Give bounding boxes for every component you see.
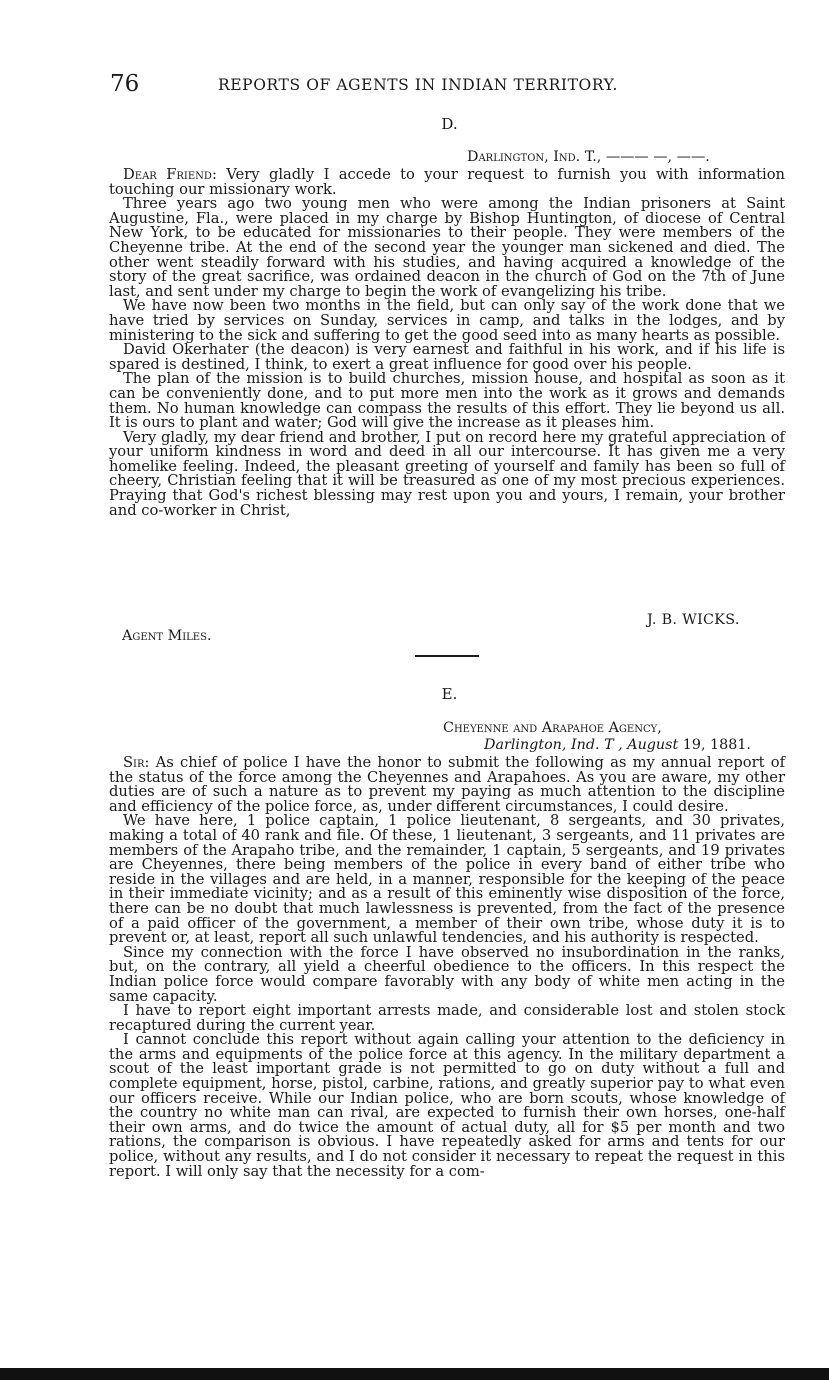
section-e-paragraph: I cannot conclude this report without again calling your attention to the deficiency in the arms and equipments of the police force at this agency. In the military department a scout of the least important grade is not permitted to go on duty without a full and complete equipment, horse, pistol, carbine, rations, and greatly superior pay to what even our officers receive. While our Indian police, who are born scouts, whose knowledge of the country no white man can rival, are expected to furnish their own horses, one-half their own arms, and do twice the amount of actual duty, all for $5 per month and two rations, the comparison is obvious. I have repeatedly asked for arms and tents for our police, without any results, and I do not consider it necessary to repeat the request in this report. I will only say that the necessity for a com- bbox=[109, 1031, 785, 1180]
agency-date bbox=[484, 737, 751, 753]
section-e-paragraph bbox=[109, 756, 785, 814]
section-d-paragraph: David Okerhater (the deacon) is very earnest and faithful in his work, and if his life is spared is destined, I think, to exert a great influence for good over his people. bbox=[109, 341, 785, 373]
section-divider bbox=[415, 655, 479, 657]
section-d-dateline: Darlington, Ind. T., ——— —, ——. bbox=[467, 149, 710, 165]
section-d-heading: D. bbox=[441, 115, 458, 133]
section-e-paragraph: We have here, 1 police captain, 1 police lieutenant, 8 sergeants, and 30 privates, making a total of 40 rank and file. Of these, 1 lieutenant, 3 sergeants, and 11 privates are members of the Arapaho tribe, and the remainder, 1 captain, 5 sergeants, and 19 privates are Cheyennes, there being members of the police in every band of either tribe who reside in the villages and are held, in a manner, responsible for the keeping of the peace in their immediate vicinity; and as a result of this eminently wise disposition of the force, there can be no doubt that much lawlessness is prevented, from the fact of the presence of a paid officer of the government, a member of their own tribe, whose duty it is to prevent or, at least, report all such unlawful tendencies, and his authority is respected. bbox=[109, 812, 785, 947]
running-head: REPORTS OF AGENTS IN INDIAN TERRITORY. bbox=[218, 76, 618, 94]
section-e-heading: E. bbox=[441, 685, 458, 703]
section-d-salutation: Dear Friend: bbox=[123, 166, 217, 183]
section-d-paragraph-text: Very gladly I accede to your request to furnish you with information touching our missionary work. bbox=[109, 166, 785, 198]
section-d-paragraph bbox=[109, 168, 785, 197]
agency-date-day: 19, 1881. bbox=[682, 737, 751, 753]
section-e-salutation: Sir: bbox=[123, 754, 150, 771]
section-d-paragraph: We have now been two months in the field, but can only say of the work done that we have tried by services on Sunday, services in camp, and talks in the lodges, and by ministering to the sick and suffering to get the good seed into as many hearts as possible. bbox=[109, 297, 785, 344]
addressee: Agent Miles. bbox=[122, 628, 212, 644]
section-e-paragraph-text: As chief of police I have the honor to submit the following as my annual report of the status of the force among the Cheyennes and Arapahoes. As you are aware, my other duties are of such a nature as to prevent my paying as much attention to the discipline and efficiency of the police force, as, under different circumstances, I could desire. bbox=[109, 754, 786, 815]
section-d-paragraph: The plan of the mission is to build churches, mission house, and hospital as soon as it can be conveniently done, and to put more men into the work as it grows and demands them. No human knowledge can compass the results of this effort. They lie beyond us all. It is ours to plant and water; God will give the increase as it pleases him. bbox=[109, 370, 785, 432]
section-e-paragraph: Since my connection with the force I have observed no insubordination in the ranks, but, on the contrary, all yield a cheerful obedience to the officers. In this respect the Indian police force would compare favorably with any body of white men acting in the same capacity. bbox=[109, 943, 785, 1005]
page-number: 76 bbox=[110, 71, 140, 97]
agency-date-place: Darlington, Ind. T , August bbox=[484, 737, 679, 753]
signature: J. B. WICKS. bbox=[647, 612, 740, 628]
section-d-letter-body bbox=[109, 168, 785, 518]
section-d-paragraph: Three years ago two young men who were among the Indian prisoners at Saint Augustine, Fla., were placed in my charge by Bishop Huntington, of diocese of Central New York, to be educated for missionaries to their people. They were members of the Cheyenne tribe. At the end of the second year the younger man sickened and died. The other went steadily forward with his studies, and having acquired a knowledge of the story of the great sacrifice, was ordained deacon in the church of God on the 7th of June last, and sent under my charge to begin the work of evangelizing his tribe. bbox=[109, 195, 785, 300]
agency-name: Cheyenne and Arapahoe Agency, bbox=[443, 720, 662, 736]
section-d-paragraph: Very gladly, my dear friend and brother, I put on record here my grateful appreciation of your uniform kindness in word and deed in all our intercourse. It has given me a very homelike feeling. Indeed, the pleasant greeting of yourself and family has been so full of cheery, Christian feeling that it will be treasured as one of my most precious experiences. Praying that God's richest blessing may rest upon you and yours, I remain, your brother and co-worker in Christ, bbox=[109, 428, 785, 519]
page-bottom-border bbox=[0, 1368, 829, 1380]
section-e-letter-body bbox=[109, 756, 785, 1179]
section-e-paragraph: I have to report eight important arrests made, and considerable lost and stolen stock recaptured during the current year. bbox=[109, 1002, 785, 1034]
